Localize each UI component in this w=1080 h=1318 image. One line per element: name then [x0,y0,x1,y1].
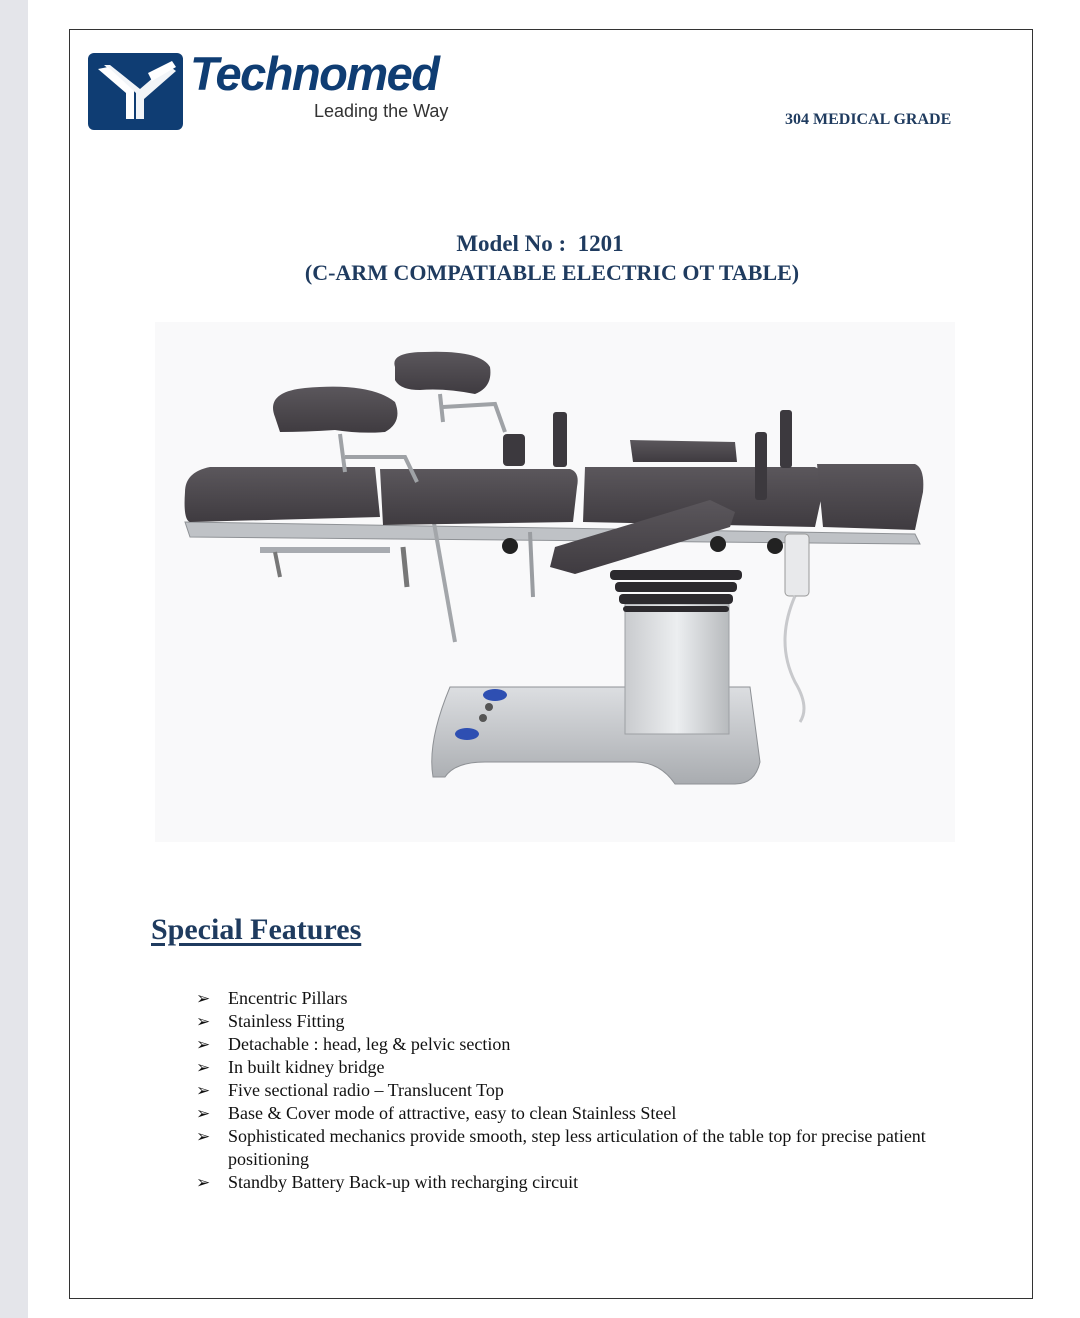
feature-item [196,1033,966,1056]
brand-tagline: Leading the Way [314,101,449,121]
technomed-logo-icon [88,53,183,130]
arrow-bullet-icon: ➢ [196,1035,211,1054]
feature-text: Stainless Fitting [228,1011,345,1031]
feature-text: In built kidney bridge [228,1057,385,1077]
feature-item [196,1102,966,1125]
feature-item [196,1171,966,1194]
feature-item [196,1010,966,1033]
brand-name: Technomed [190,47,439,100]
features-heading: Special Features [151,913,362,946]
feature-item [196,987,966,1010]
arrow-bullet-icon: ➢ [196,1012,211,1031]
product-photo [155,322,955,842]
arrow-bullet-icon: ➢ [196,989,211,1008]
feature-item [196,1079,966,1102]
feature-text: Sophisticated mechanics provide smooth, step less articulation of the table top for precise patient positioning [228,1126,926,1169]
feature-text: Detachable : head, leg & pelvic section [228,1034,511,1054]
feature-item [196,1125,966,1171]
feature-item [196,1056,966,1079]
feature-text: Standby Battery Back-up with recharging circuit [228,1172,579,1192]
feature-text: Five sectional radio – Translucent Top [228,1080,504,1100]
features-list [196,987,966,1194]
product-subtitle: (C-ARM COMPATIABLE ELECTRIC OT TABLE) [304,260,800,285]
arrow-bullet-icon: ➢ [196,1058,211,1077]
viewer-margin [0,0,28,1318]
arrow-bullet-icon: ➢ [196,1081,211,1100]
feature-text: Base & Cover mode of attractive, easy to clean Stainless Steel [228,1103,677,1123]
grade-label: 304 MEDICAL GRADE [785,111,952,128]
arrow-bullet-icon: ➢ [196,1127,211,1146]
arrow-bullet-icon: ➢ [196,1173,211,1192]
arrow-bullet-icon: ➢ [196,1104,211,1123]
model-number: Model No : 1201 [456,231,624,256]
feature-text: Encentric Pillars [228,988,348,1008]
